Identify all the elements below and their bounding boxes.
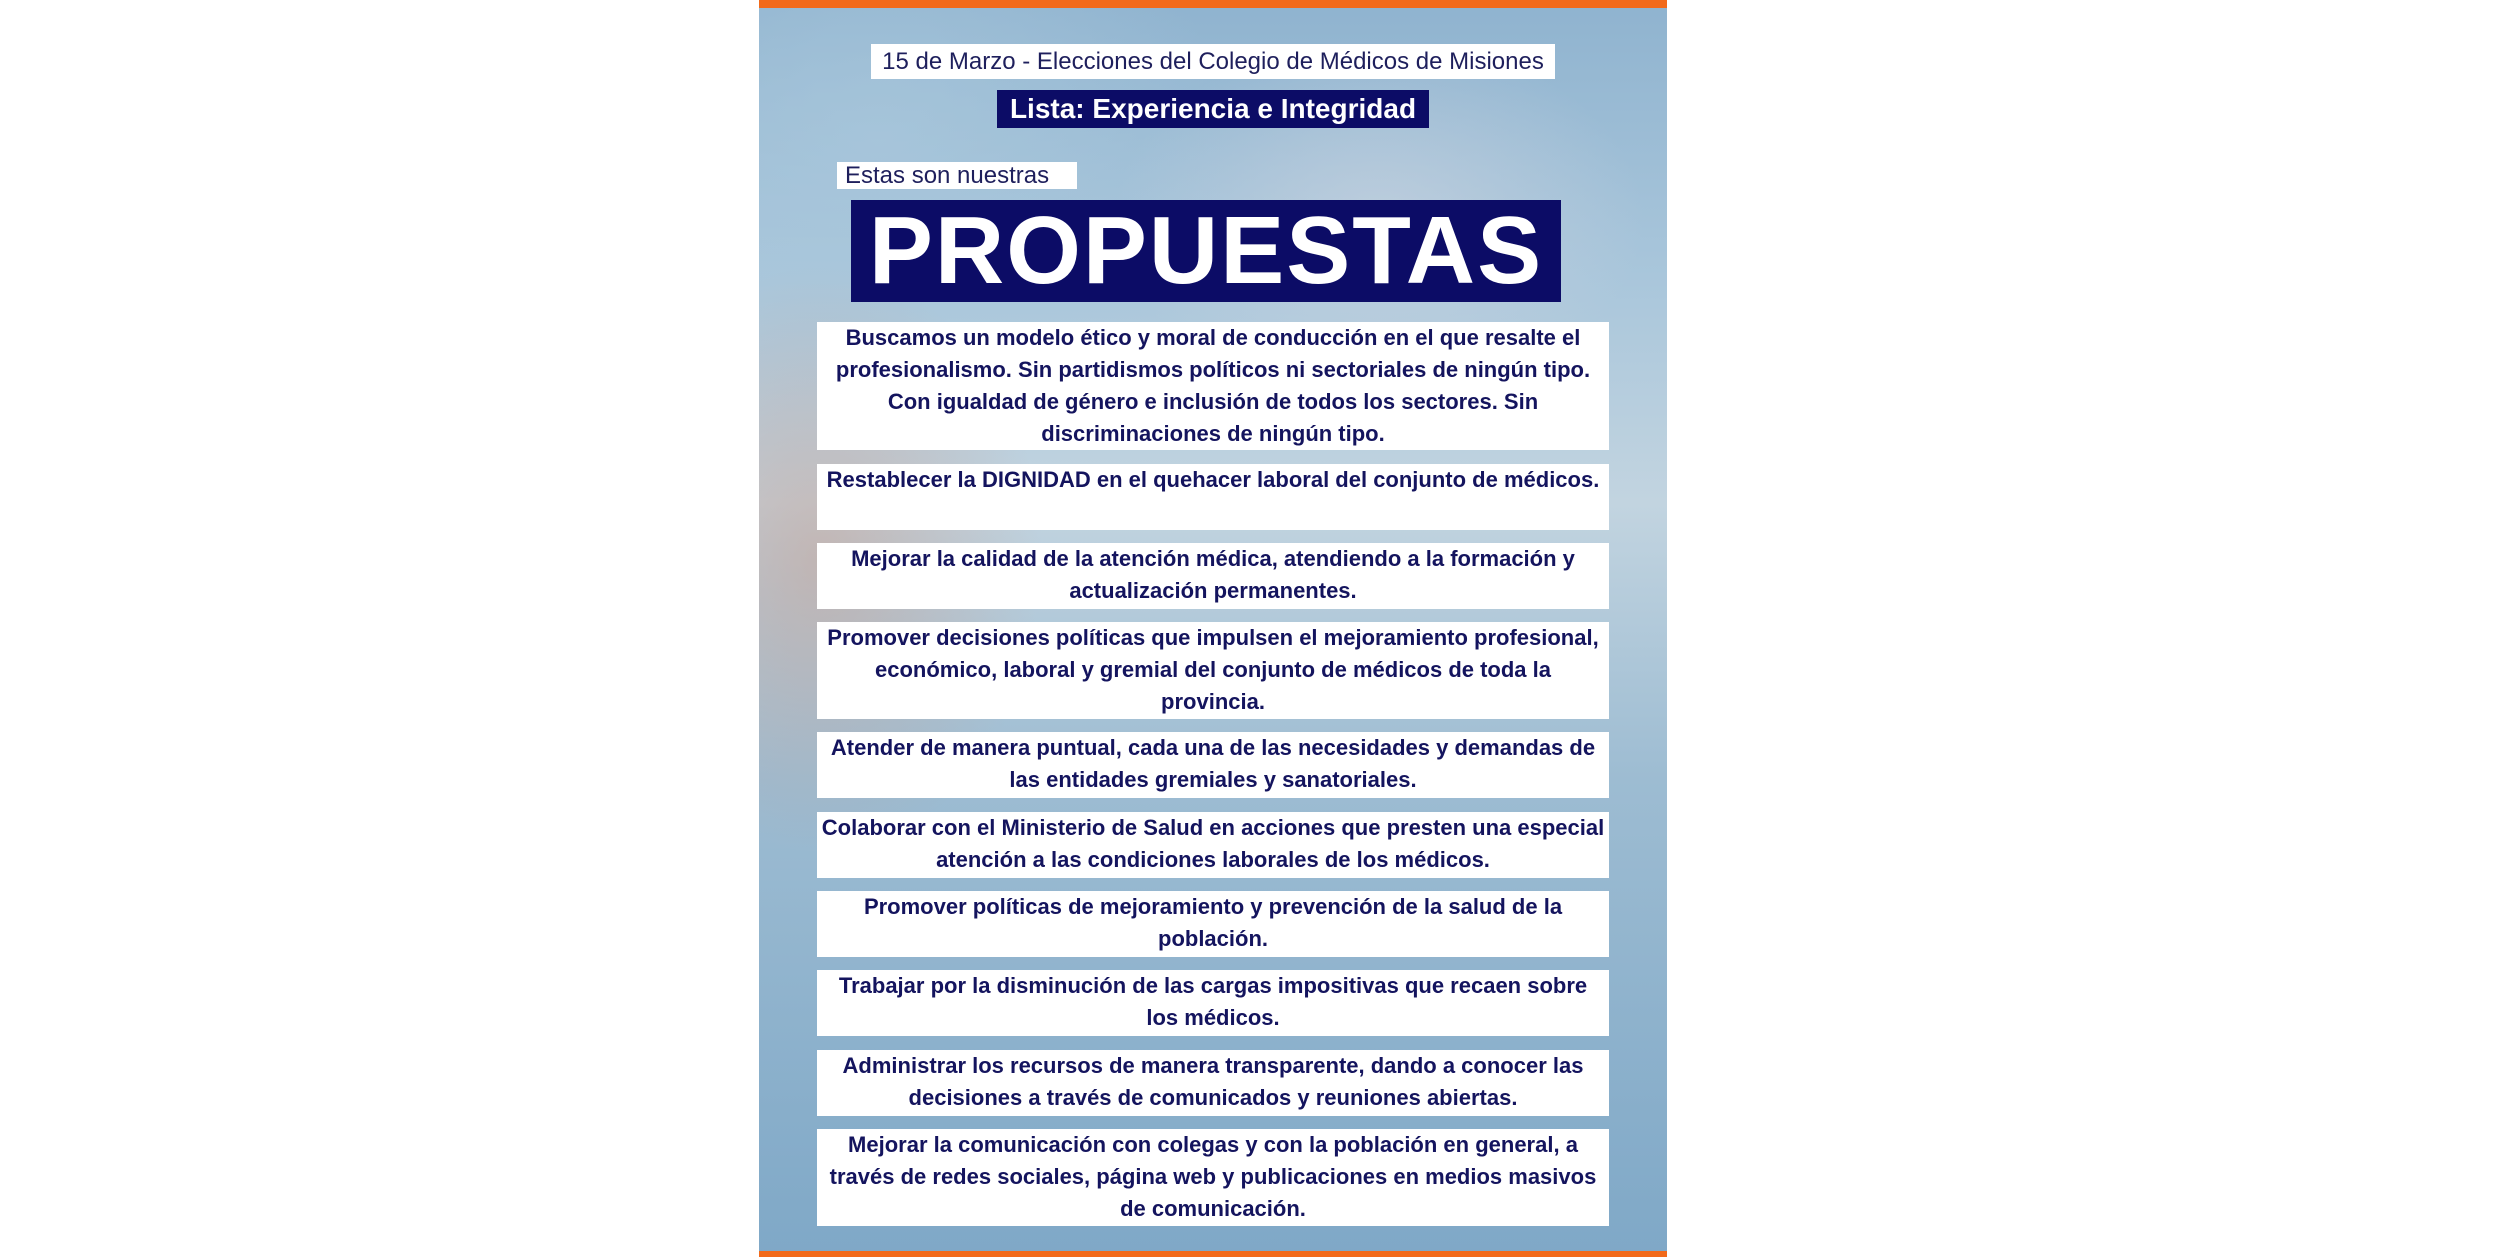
- proposal-item-10: Mejorar la comunicación con colegas y con la población en general, a través de redes sociales, página web y publicaciones en medios masivos de comunicación.: [817, 1129, 1609, 1226]
- election-date-banner: 15 de Marzo - Elecciones del Colegio de Médicos de Misiones: [871, 44, 1555, 79]
- intro-lead-text: Estas son nuestras: [837, 162, 1077, 189]
- proposals-headline: PROPUESTAS: [851, 200, 1561, 302]
- list-name-banner: Lista: Experiencia e Integridad: [997, 90, 1429, 128]
- proposal-item-1: Buscamos un modelo ético y moral de conducción en el que resalte el profesionalismo. Sin partidismos políticos ni sectoriales de ningún tipo. Con igualdad de género e inclusión de todos los sectores. Sin discriminaciones de ningún tipo.: [817, 322, 1609, 450]
- proposal-item-4: Promover decisiones políticas que impulsen el mejoramiento profesional, económico, laboral y gremial del conjunto de médicos de toda la provincia.: [817, 622, 1609, 719]
- proposal-item-7: Promover políticas de mejoramiento y prevención de la salud de la población.: [817, 891, 1609, 957]
- proposals-list: [759, 0, 1667, 1257]
- campaign-poster: [759, 0, 1667, 1257]
- proposal-item-9: Administrar los recursos de manera transparente, dando a conocer las decisiones a través de comunicados y reuniones abiertas.: [817, 1050, 1609, 1116]
- proposal-item-6: Colaborar con el Ministerio de Salud en acciones que presten una especial atención a las condiciones laborales de los médicos.: [817, 812, 1609, 878]
- proposal-item-2: Restablecer la DIGNIDAD en el quehacer laboral del conjunto de médicos.: [817, 464, 1609, 530]
- proposal-item-3: Mejorar la calidad de la atención médica, atendiendo a la formación y actualización permanentes.: [817, 543, 1609, 609]
- bottom-accent-bar: [759, 1251, 1667, 1257]
- proposal-item-8: Trabajar por la disminución de las cargas impositivas que recaen sobre los médicos.: [817, 970, 1609, 1036]
- proposal-item-5: Atender de manera puntual, cada una de las necesidades y demandas de las entidades gremiales y sanatoriales.: [817, 732, 1609, 798]
